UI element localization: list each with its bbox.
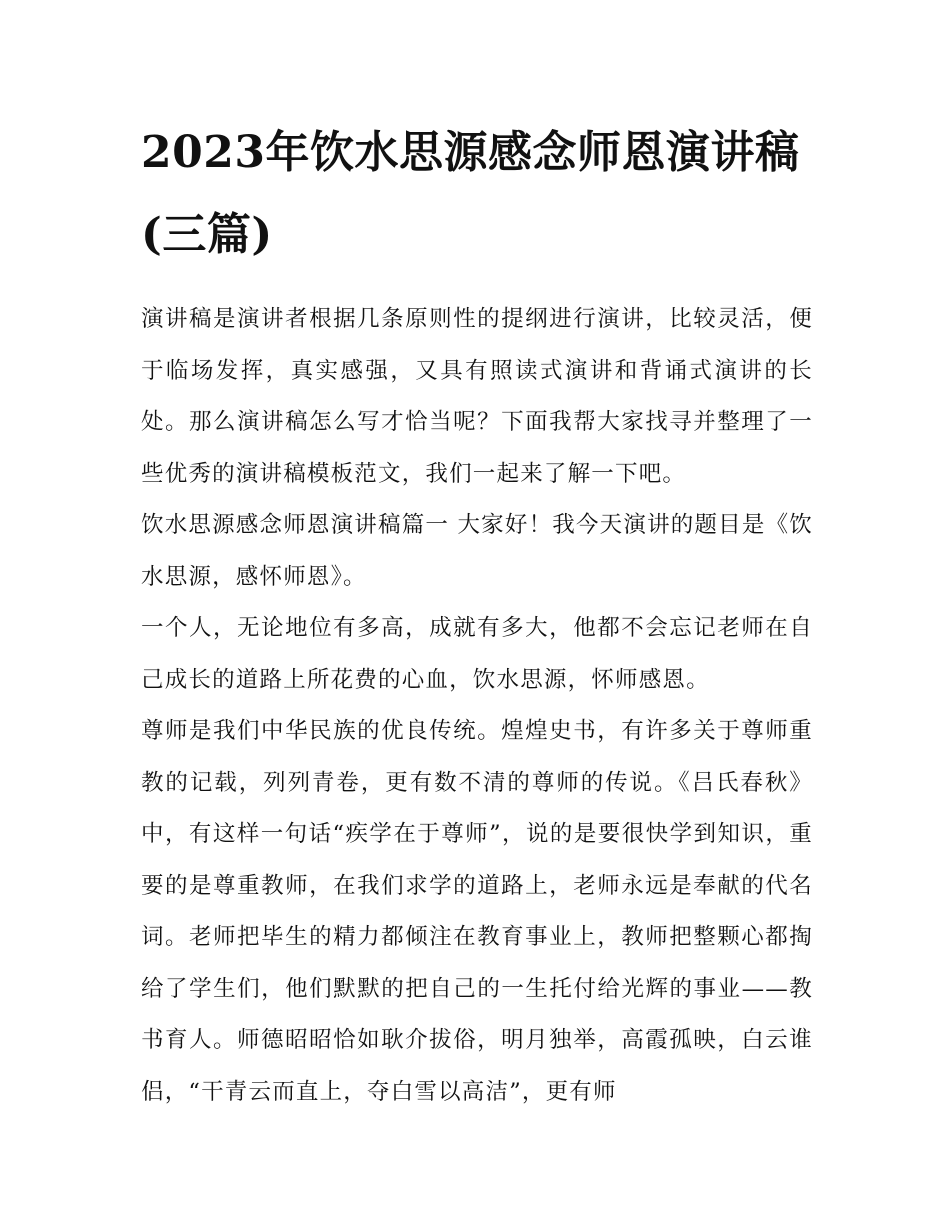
- paragraph-gratitude: 一个人，无论地位有多高，成就有多大，他都不会忘记老师在自己成长的道路上所花费的心血，饮水思源，怀师感恩。: [141, 615, 813, 693]
- paragraph-intro: 演讲稿是演讲者根据几条原则性的提纲进行演讲，比较灵活，便于临场发挥，真实感强，又具有照读式演讲和背诵式演讲的长处。那么演讲稿怎么写才恰当呢？下面我帮大家找寻并整理了一些优秀的演讲稿模板范文，我们一起来了解一下吧。: [141, 306, 813, 487]
- paragraph-respect-teachers: 尊师是我们中华民族的优良传统。煌煌史书，有许多关于尊师重教的记载，列列青卷，更有数不清的尊师的传说。《吕氏春秋》中，有这样一句话“疾学在于尊师”，说的是要很快学到知识，重要的是尊重教师，在我们求学的道路上，老师永远是奉献的代名词。老师把毕生的精力都倾注在教育事业上，教师把整颗心都掏给了学生们，他们默默的把自己的一生托付给光辉的事业——教书育人。师德昭昭恰如耿介拔俗，明月独举，高霞孤映，白云谁侣，“干青云而直上，夺白雪以高洁”，更有师: [141, 718, 813, 1105]
- document-body: [141, 112, 813, 1118]
- paragraph-speech-opening: 饮水思源感念师恩演讲稿篇一 大家好！我今天演讲的题目是《饮水思源，感怀师恩》。: [141, 512, 813, 590]
- document-title: 2023年饮水思源感念师恩演讲稿(三篇): [141, 127, 800, 260]
